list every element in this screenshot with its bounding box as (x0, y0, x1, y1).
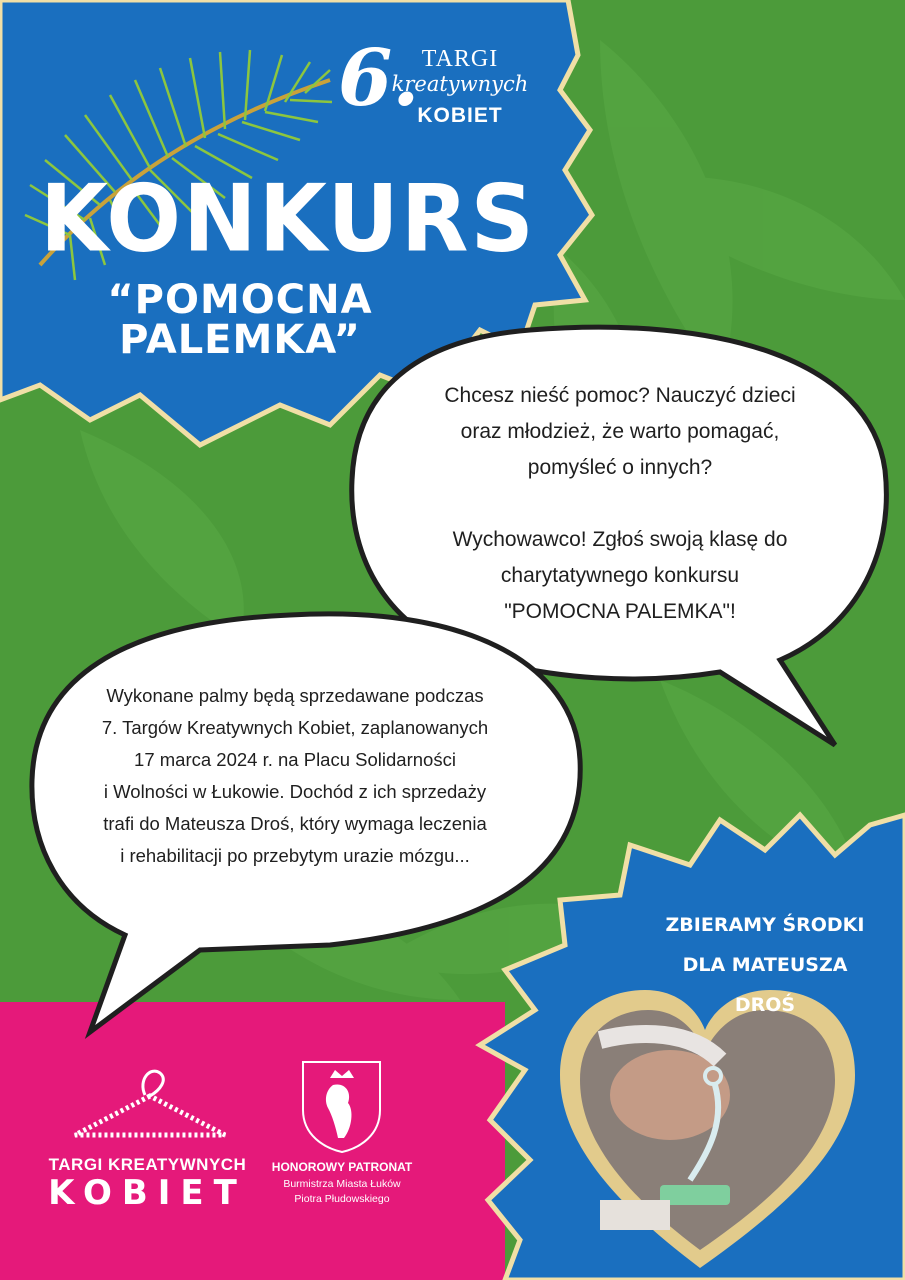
patron-details (262, 1177, 422, 1207)
patron-line: Piotra Płudowskiego (294, 1193, 390, 1205)
bubble-top-line: "POMOCNA PALEMKA"! (504, 600, 736, 623)
bubble-bottom-line: Wykonane palmy będą sprzedawane podczas (106, 685, 484, 706)
brand-line-targi: TARGI (421, 46, 499, 72)
bubble-bottom-text (60, 680, 530, 872)
bubble-top-line: charytatywnego konkursu (500, 564, 740, 587)
pink-block (0, 1002, 505, 1280)
bubble-bottom-line: i Wolności w Łukowie. Dochód z ich sprzedaży (103, 781, 487, 802)
brand-line-kobiet: KOBIET (417, 104, 503, 127)
bubble-bottom-line: 17 marca 2024 r. na Placu Solidarności (134, 749, 456, 770)
logo-text-top: TARGI KREATYWNYCH (48, 1155, 247, 1174)
patron-line: Burmistrza Miasta Łuków (283, 1178, 401, 1190)
bubble-bottom-line: i rehabilitacji po przebytym urazie mózgu... (120, 845, 470, 866)
bubble-top-line: pomyśleć o innych? (527, 456, 713, 479)
bubble-top-line: Chcesz nieść pomoc? Nauczyć dzieci (444, 384, 796, 407)
bubble-bottom-line: 7. Targów Kreatywnych Kobiet, zaplanowanych (101, 717, 489, 738)
bubble-bottom-line: trafi do Mateusza Droś, który wymaga leczenia (103, 813, 487, 834)
fundraiser-line: DLA MATEUSZA DROŚ (682, 954, 848, 1016)
brand-line-kreatywnych: kreatywnych (391, 72, 529, 96)
bubble-top-text (420, 378, 820, 630)
fundraiser-line: ZBIERAMY ŚRODKI (665, 914, 865, 936)
fundraiser-heading (650, 905, 880, 1025)
patron-heading: HONOROWY PATRONAT (271, 1160, 413, 1174)
bubble-top-line: Wychowawco! Zgłoś swoją klasę do (452, 528, 788, 551)
title-main: KONKURS (40, 164, 536, 273)
logo-text-bottom: KOBIET (48, 1173, 247, 1213)
paragraph-gap (420, 486, 820, 522)
bubble-top-line: oraz młodzież, że warto pomagać, (460, 420, 780, 443)
edition-number: 6. (338, 33, 420, 124)
title-sub: “POMOCNA PALEMKA” (107, 277, 373, 363)
